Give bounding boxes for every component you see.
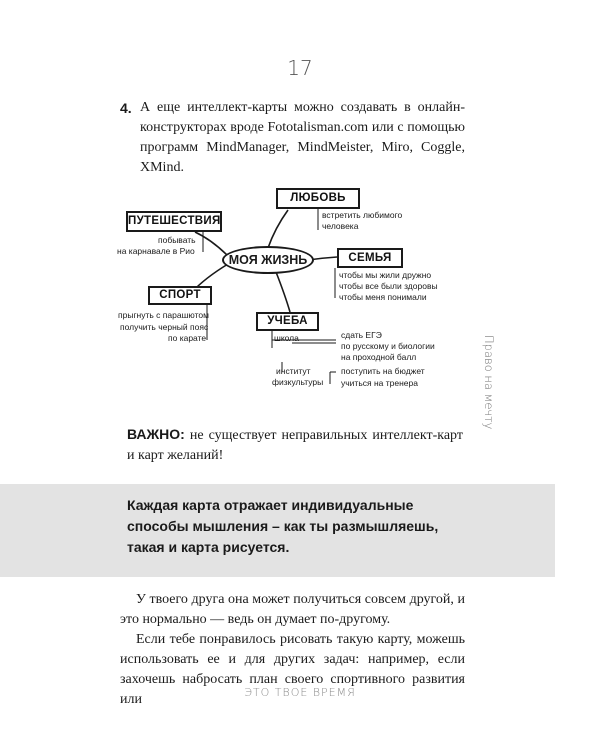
node-study-institute-note-1: поступить на бюджет — [341, 366, 425, 376]
node-sport: СПОРТ — [148, 286, 212, 305]
node-family-note-3: чтобы меня понимали — [339, 292, 427, 302]
side-chapter-label: Право на мечту — [482, 335, 496, 430]
callout-text: Каждая карта отражает индивидуальные способы мышления – как ты размышляешь, такая и карта рисуется. — [127, 497, 439, 555]
node-family-note-1: чтобы мы жили дружно — [339, 270, 432, 280]
important-label: ВАЖНО: — [127, 426, 185, 442]
page-number: 17 — [287, 56, 313, 80]
node-family-note-2: чтобы все были здоровы — [339, 281, 438, 291]
connector-love — [268, 210, 288, 248]
connector-travel — [195, 232, 228, 256]
list-number: 4. — [120, 100, 132, 116]
node-love: ЛЮБОВЬ — [276, 188, 360, 209]
node-travel-note-1: побывать — [158, 235, 196, 245]
node-love-note-2: человека — [322, 221, 359, 231]
body-paragraph-1: У твоего друга она может получиться совсем другой, и это нормально — ведь он думает по-другому. — [120, 592, 465, 627]
footer-title: ЭТО ТВОЕ ВРЕМЯ — [244, 686, 356, 699]
node-study-institute-note-2: учиться на тренера — [341, 378, 418, 388]
node-center: МОЯ ЖИЗНЬ — [222, 246, 314, 274]
list-item — [120, 98, 465, 178]
connector-study — [276, 272, 290, 312]
important-note — [127, 424, 463, 466]
node-study: УЧЕБА — [256, 312, 319, 331]
list-text: А еще интеллект-карты можно создавать в онлайн-конструкторах вроде Fototalisman.com или с помощью программ MindManager, MindMeister, Miro, Coggle, XMind. — [140, 100, 465, 175]
node-study-school: школа — [274, 333, 299, 343]
node-study-institute-1: институт — [276, 366, 311, 376]
connector-family — [308, 257, 337, 260]
node-love-note-1: встретить любимого — [322, 210, 403, 220]
node-family: СЕМЬЯ — [337, 248, 403, 268]
important-text: не существует неправильных интеллект-карт и карт желаний! — [127, 428, 463, 463]
node-study-school-note-3: на проходной балл — [341, 352, 417, 362]
node-sport-note-3: по карате — [168, 333, 207, 343]
node-study-institute-2: физкультуры — [272, 377, 324, 387]
body-paragraph-2: Если тебе понравилось рисовать такую карту, можешь использовать ее и для других задач: например, если захочешь набросать план своего спортивного развития или — [120, 632, 465, 707]
node-travel-note-2: на карнавале в Рио — [117, 246, 195, 256]
node-study-school-note-1: сдать ЕГЭ — [341, 330, 382, 340]
node-study-school-note-2: по русскому и биологии — [341, 341, 435, 351]
node-travel: ПУТЕШЕСТВИЯ — [126, 211, 222, 232]
node-sport-note-2: получить черный пояс — [120, 322, 209, 332]
node-sport-note-1: прыгнуть с парашютом — [118, 310, 209, 320]
connector-sport — [192, 264, 228, 292]
